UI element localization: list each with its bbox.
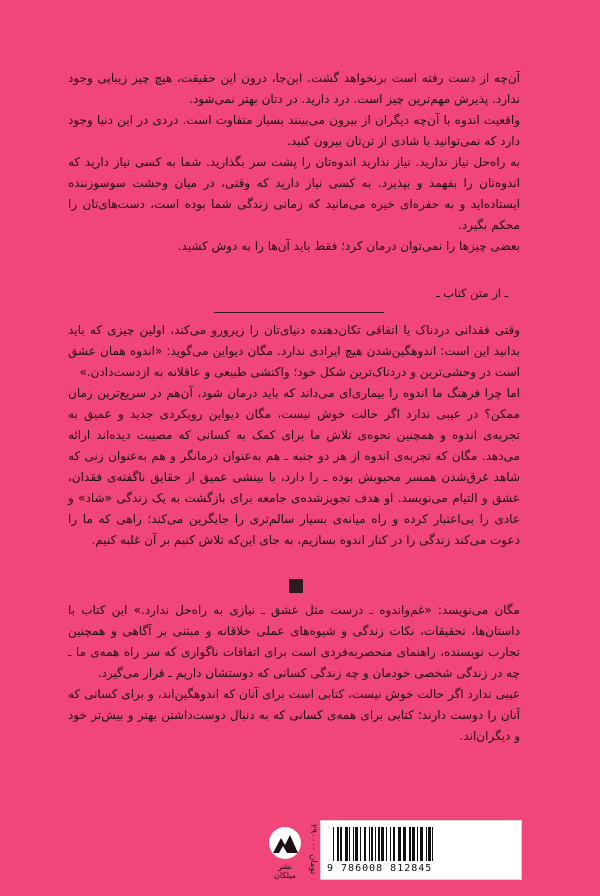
square-ornament [289, 579, 303, 593]
publisher-name: نشر میلکان [273, 862, 297, 880]
excerpt-paragraph-3: به راه‌حل نیاز ندارید. نیاز ندارید اندوه‌تان را پشت سر بگذارید. شما به کسی نیاز دارید که اندوه‌تان را بفهمد و بپذیرد. به کسی نیاز دارید که وقتی، در میان وحشت سوسوزننده ایستاده‌اید و به حفره‌ای خیره می‌مانید که زمانی زندگی شما بوده است، دست‌های‌تان را محکم بگیرد. [68, 155, 520, 232]
excerpt-paragraph-4: بعضی چیزها را نمی‌توان درمان کرد؛ فقط باید آن‌ها را به دوش کشید. [177, 239, 520, 253]
excerpt-paragraph-2: واقعیت اندوه با آن‌چه دیگران از بیرون می‌بینند بسیار متفاوت است. دردی در این دنیا وجود دارد که نمی‌توانید با شادی از تن‌تان بیرون کنید. [68, 113, 520, 148]
isbn-barcode [320, 820, 522, 880]
section-divider [214, 312, 384, 313]
barcode-bars [331, 827, 511, 861]
excerpt-block [68, 68, 520, 257]
barcode-digits: 9 786008 812845 [327, 863, 433, 874]
description-paragraph-1: وقتی فقدانی دردناک یا اتفاقی تکان‌دهنده دنیای‌تان را زیرورو می‌کند، اولین چیزی که باید بدانید این است: اندوهگین‌شدن هیچ ایرادی ندارد. مگان دیواین می‌گوید: «اندوه همان عشق است در وحشی‌ترین و دردناک‌ترین شکل خود؛ واکنشی طبیعی و عاقلانه به ازدست‌دادن.» [68, 323, 520, 379]
price-label: ۲۹۰۰۰۰ تومان [308, 823, 318, 875]
excerpt-paragraph-1: آن‌چه از دست رفته است برنخواهد گشت. این‌جا، درون این حقیقت، هیچ چیز زیبایی وجود ندارد. پذیرش مهم‌ترین چیز است. درد دارید. در دتان بهتر نمی‌شود. [68, 71, 520, 106]
description-block [68, 320, 520, 551]
quote-paragraph-2: عیبی ندارد اگر حالت خوش نیست، کتابی است برای آنان که اندوهگین‌اند، و برای کسانی که آنان را دوست دارند؛ کتابی برای همه‌ی کسانی که به دنبال دوست‌داشتن بهتر و بیش‌تر خود و دیگران‌اند. [68, 687, 520, 743]
publisher-logo [268, 826, 302, 880]
quote-paragraph-1: مگان می‌نویسد: «غم‌واندوه ـ درست مثل عشق ـ نیازی به راه‌حل ندارد.» این کتاب با داستان‌ها، تحقیقات، نکات زندگی و شیوه‌های عملی خلاقانه و مبتنی بر آگاهی و همچنین تجارب نویسنده، راهنمای منحصربه‌فردی است برای اتفاقات ناگواری که سر راه همه‌ی ما ـ چه در زندگی شخصی خودمان و چه زندگی کسانی که دوستشان داریم ـ قرار می‌گیرد. [68, 603, 520, 680]
quote-block [68, 600, 520, 747]
mountain-logo-icon [268, 826, 302, 860]
description-paragraph-2: اما چرا فرهنگ ما اندوه را بیماری‌ای می‌داند که باید درمان شود، آن‌هم در سریع‌ترین زمان ممکن؟ در عیبی ندارد اگر حالت خوش نیست، مگان دیواین رویکردی جدید و عمیق به تجربه‌ی اندوه و همچنین نحوه‌ی تلاش ما برای کمک به کسانی که مصیبت دیده‌اند ارائه می‌دهد. مگان که تجربه‌ی اندوه از هر دو جنبه ـ هم به‌عنوان درمانگر و هم به‌عنوان زنی که شاهد غرق‌شدن همسر محبوبش بوده ـ را دارد، با بینشی عمیق از حقایق ناگفته‌ی فقدان، عشق و التیام می‌نویسد. او هدف تجویزشده‌ی جامعه برای بازگشت به یک زندگی «شاد» و عادی را بی‌اعتبار کرده و راه میانه‌ی بسیار سالم‌تری را جایگزین می‌کند؛ راهی که ما را دعوت می‌کند زندگی را در کنار اندوه بسازیم، به جای این‌که تلاش کنیم بر آن غلبه کنیم. [68, 386, 520, 547]
excerpt-source: ـ از متن کتاب ـ [436, 286, 508, 300]
